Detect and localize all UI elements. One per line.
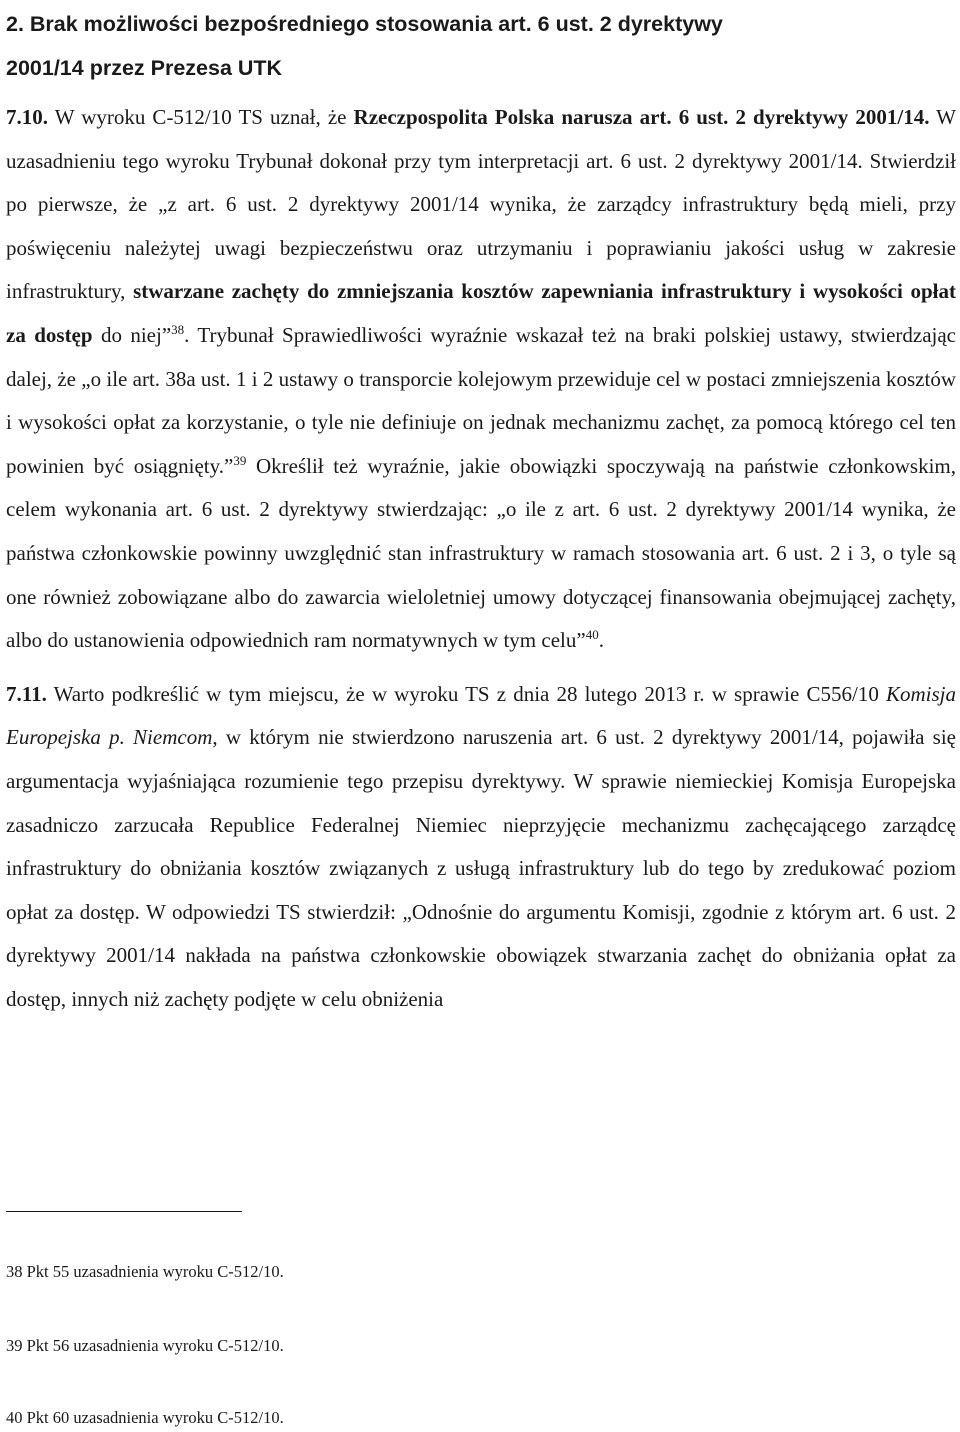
footnote-ref-39[interactable]: 39 xyxy=(233,452,247,468)
paragraph-text: do niej” xyxy=(92,322,172,347)
paragraph-bold-text: Rzeczpospolita Polska narusza art. 6 ust. 2 dyrektywy 2001/14. xyxy=(353,105,930,129)
paragraph-text: . Trybunał Sprawiedliwości wyraźnie wskazał też na braki polskiej ustawy, stwierdzając dalej, że „o ile art. 38a ust. 1 i 2 ustawy o transporcie kolejowym przewiduje cel w postaci zmniejszenia kosztów i wysokości opłat za korzystanie, o tyle nie definiuje on jednak mechanizmu zachęt, za pomocą którego cel ten powinien być osiągnięty.” xyxy=(6,322,956,478)
footnote-39: 39 Pkt 56 uzasadnienia wyroku C-512/10. xyxy=(6,1336,284,1355)
paragraph-text: . xyxy=(598,628,604,653)
paragraph-bold-text: stwarzane zachęty do zmniejszania kosztów zapewniania infrastruktury i wysokości opłat za dostęp xyxy=(6,279,956,347)
footnote-ref-40[interactable]: 40 xyxy=(585,627,599,643)
footnote-40: 40 Pkt 60 uzasadnienia wyroku C-512/10. xyxy=(6,1408,284,1427)
paragraph-7-10 xyxy=(6,96,956,663)
section-heading: 2. Brak możliwości bezpośredniego stosowania art. 6 ust. 2 dyrektywy 2001/14 przez Prezesa UTK xyxy=(6,12,723,80)
paragraph-text: Określił też wyraźnie, jakie obowiązki spoczywają na państwie członkowskim, celem wykonania art. 6 ust. 2 dyrektywy stwierdzając: „o ile z art. 6 ust. 2 dyrektywy 2001/14 wynika, że państwa członkowskie powinny uwzględnić stan infrastruktury w ramach stosowania art. 6 ust. 2 i 3, o tyle są one również zobowiązane albo do zawarcia wieloletniej umowy dotyczącej finansowania obejmującej zachęty, albo do ustanowienia odpowiednich ram normatywnych w tym celu” xyxy=(6,453,956,653)
footnote-ref-38[interactable]: 38 xyxy=(171,321,185,337)
case-name: Komisja Europejska p. Niemcom xyxy=(6,681,956,750)
paragraph-text: Warto podkreślić w tym miejscu, że w wyroku TS z dnia 28 lutego 2013 r. w sprawie C556/10 xyxy=(46,681,886,706)
document-page xyxy=(6,0,956,1021)
footnote-38: 38 Pkt 55 uzasadnienia wyroku C-512/10. xyxy=(6,1262,284,1281)
paragraph-text: W wyroku C-512/10 TS uznał, że xyxy=(48,105,354,129)
paragraph-text: W uzasadnieniu tego wyroku Trybunał dokonał przy tym interpretacji art. 6 ust. 2 dyrektywy 2001/14. Stwierdził po pierwsze, że „z art. 6 ust. 2 dyrektywy 2001/14 wynika, że zarządcy infrastruktury będą mieli, przy poświęceniu należytej uwagi bezpieczeństwu oraz utrzymaniu i poprawianiu jakości usług w zakresie infrastruktury, xyxy=(6,105,956,304)
paragraph-number: 7.10. xyxy=(6,105,48,129)
paragraph-text: , w którym nie stwierdzono naruszenia art. 6 ust. 2 dyrektywy 2001/14, pojawiła się argumentacja wyjaśniająca rozumienie tego przepisu dyrektywy. W sprawie niemieckiej Komisja Europejska zasadniczo zarzucała Republice Federalnej Niemiec nieprzyjęcie mechanizmu zachęcającego zarządcę infrastruktury do obniżania kosztów związanych z usługą infrastruktury lub do tego by zredukować poziom opłat za dostęp. W odpowiedzi TS stwierdził: „Odnośnie do argumentu Komisji, zgodnie z którym art. 6 ust. 2 dyrektywy 2001/14 nakłada na państwa członkowskie obowiązek stwarzania zachęt do obniżania opłat za dostęp, innych niż zachęty podjęte w celu obniżenia xyxy=(6,725,957,1011)
footnote-separator xyxy=(6,1211,242,1212)
paragraph-number: 7.11. xyxy=(6,681,47,706)
paragraph-7-11 xyxy=(6,673,956,1022)
